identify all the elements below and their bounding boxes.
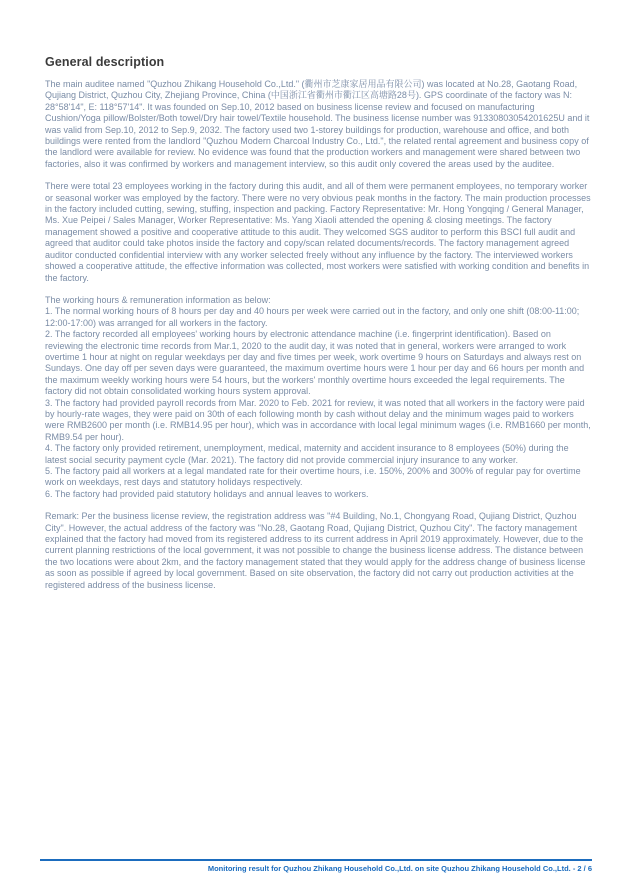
working-hours-item-1: 1. The normal working hours of 8 hours per day and 40 hours per week were carried out in the factory, and only one shift (08:00-11:00; 12:00-17:00) was arranged for all workers in the factory. <box>45 306 580 328</box>
footer-page-number: 2 / 6 <box>577 864 592 873</box>
remark-paragraph: Remark: Per the business license review, the registration address was "#4 Building, No.1, Chongyang Road, Qujiang District, Quzhou City". However, the actual address of the factory was "No.28, Gaotang Road, Qujiang District, Quzhou City". The factory management explained that the factory had moved from its registered address to its current address in April 2019 approximately. However, due to the current planning restrictions of the local government, it was not possible to change the business license address. The distance between the two locations were about 2km, and the factory management stated that they would apply for the address change of business license as soon as possible if agreed by local government. Based on site observation, the factory did not carry out production activities at the registered address of the business license. <box>45 511 586 590</box>
page-title: General description <box>45 55 165 69</box>
working-hours-item-4: 4. The factory only provided retirement, unemployment, medical, maternity and accident insurance to 8 employees (50%) during the latest social security payment cycle (Mar. 2021). The factory did not provide commercial injury insurance to any worker. <box>45 443 569 465</box>
footer-separator: - <box>570 864 578 873</box>
page-footer <box>40 859 592 873</box>
working-hours-intro: The working hours & remuneration information as below: <box>45 294 271 305</box>
working-hours-item-6: 6. The factory had provided paid statutory holidays and annual leaves to workers. <box>45 488 369 499</box>
footer-label: Monitoring result for Quzhou Zhikang Household Co.,Ltd. on site Quzhou Zhikang Household Co.,Ltd. <box>207 864 571 873</box>
working-hours-item-5: 5. The factory paid all workers at a legal mandated rate for their overtime hours, i.e. 150%, 200% and 300% of regular pay for overtime work on weekdays, rest days and statutory holidays respectively. <box>45 466 581 488</box>
working-hours-item-2: 2. The factory recorded all employees' working hours by electronic attendance machine (i.e. fingerprint identification). Based on reviewing the electronic time records from Mar.1, 2020 to the audit day, it was noted that in general, workers were arranged to work overtime 1 hour at night on regular weekdays per day and five times per week, work overtime 9 hours on Saturdays and always rest on Sundays. One day off per seven days were guaranteed, the maximum overtime hours were 1 hour per day and 66 hours per month and the maximum weekly working hours were 54 hours, but the workers' monthly overtime hours exceeded the legal requirements. The factory did not obtain consolidated working hours system approval. <box>45 329 585 397</box>
working-hours-section <box>45 295 591 500</box>
working-hours-item-3: 3. The factory had provided payroll records from Mar. 2020 to Feb. 2021 for review, it was noted that all workers in the factory were paid by hourly-rate wages, they were paid on 30th of each following month by cash without delay and the minimum wages paid to workers were RMB2600 per month (i.e. RMB14.95 per hour), which was in accordance with local legal minimum wages (i.e. RMB1660 per month, RMB9.54 per hour). <box>45 397 591 442</box>
general-description-paragraph-1: The main auditee named "Quzhou Zhikang Household Co.,Ltd." (衢州市芝康家居用品有限公司) was located at No.28, Gaotang Road, Qujiang District, Quzhou City, Zhejiang Province, China (中国浙江省衢州市衢江区高塘路28号). GPS coordinate of the factory was N: 28°58'14", E: 118°57'14". It was founded on Sep.10, 2012 based on business license review and focused on manufacturing Cushion/Yoga pillow/Bolster/Both towel/Dry hair towel/Textile household. The business license number was 91330803054201625U and it was valid from Sep.10, 2012 to Sep.9, 2032. The factory used two 1-storey buildings for production, warehouse and office, and both buildings were rented from the landlord "Quzhou Modern Charcoal Industry Co., Ltd.", the related rental agreement and business copy of the landlord were available for review. No evidence was found that the production workers and management were shared between two factories, also it was confirmed by workers and management interview, so this audit only covered the areas used by the auditee. <box>45 79 590 169</box>
general-description-paragraph-2: There were total 23 employees working in the factory during this audit, and all of them were permanent employees, no temporary worker or seasonal worker was employed by the factory. There were no very obvious peak months in the factory. The main production processes in the factory included cutting, sewing, stuffing, inspection and packing. Factory Representative: Mr. Hong Yongqing / General Manager, Ms. Xue Peipei / Sales Manager, Worker Representative: Ms. Yang Xiaoli attended the opening & closing meetings. The factory management showed a positive and cooperative attitude to this audit. They welcomed SGS auditor to perform this BSCI full audit and agreed that auditor could take photos inside the factory and copy/scan related documents/records. The factory management agreed auditor conducted confidential interview with any worker selected freely without any influence by the factory. The interviewed workers showed a cooperative attitude, the effective information was collected, most workers were satisfied with working condition and benefits in the factory. <box>45 181 591 283</box>
page-content <box>45 55 591 602</box>
